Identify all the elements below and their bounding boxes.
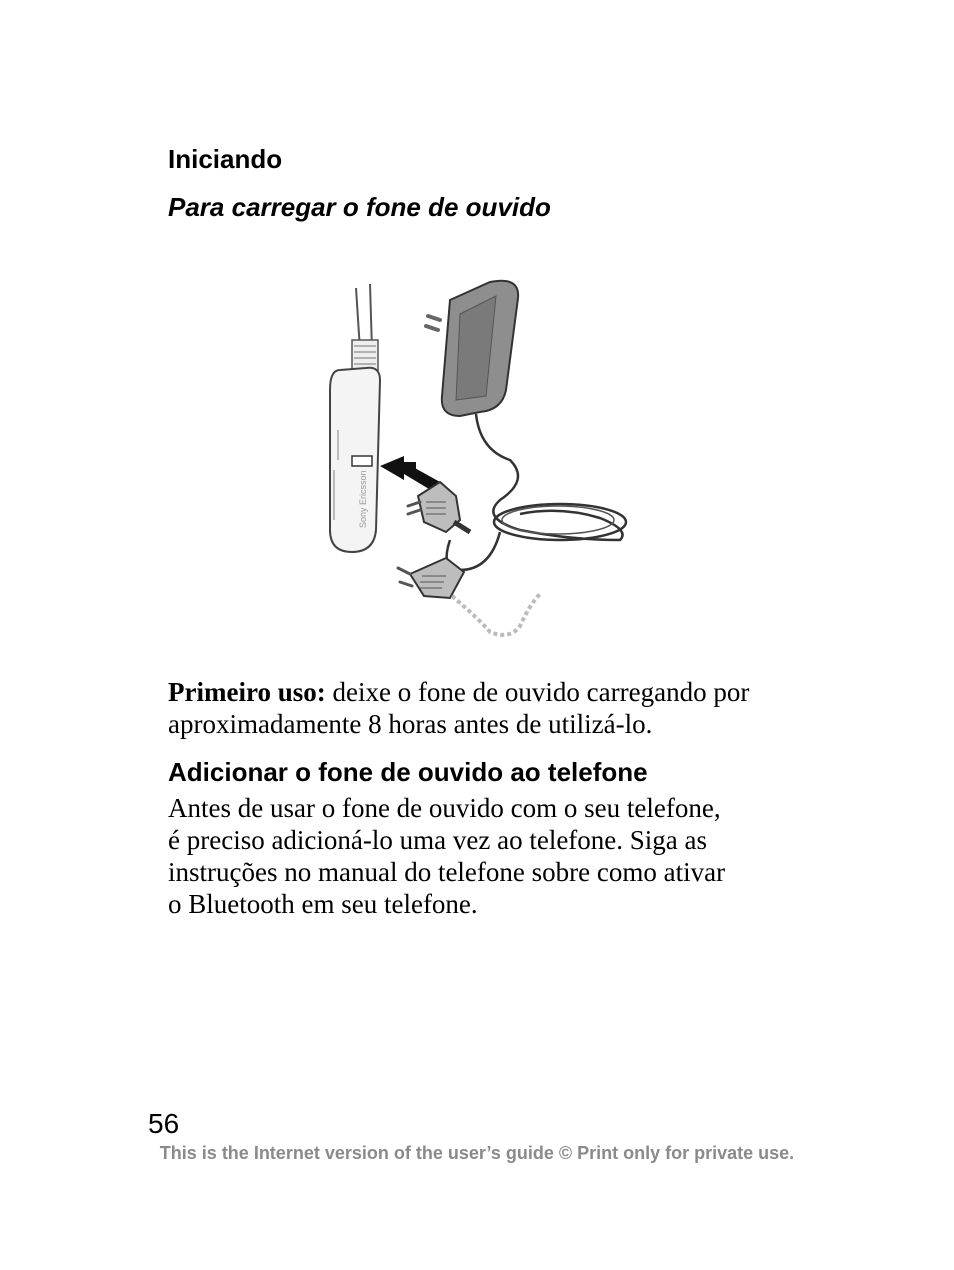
section-title: Iniciando: [168, 144, 283, 174]
add-line: é preciso adicioná-lo uma vez ao telefone. Siga as: [168, 825, 708, 855]
first-use-text: deixe o fone de ouvido carregando por aproximadamente 8 horas antes de utilizá-lo.: [168, 677, 750, 739]
add-line: instruções no manual do telefone sobre como ativar: [168, 857, 726, 887]
add-section-heading: Adicionar o fone de ouvido ao telefone: [168, 757, 648, 787]
brand-label: Sony Ericsson: [358, 470, 368, 528]
first-use-paragraph: [168, 676, 808, 740]
headset-icon: [330, 284, 380, 552]
footer-notice: This is the Internet version of the user’s guide © Print only for private use.: [159, 1143, 795, 1163]
first-use-label: Primeiro uso:: [168, 677, 326, 707]
page-number: 56: [148, 1108, 180, 1139]
subtitle: Para carregar o fone de ouvido: [168, 192, 551, 222]
connector-icon: [398, 482, 540, 635]
charger-icon: [426, 281, 626, 570]
add-line: Antes de usar o fone de ouvido com o seu telefone,: [168, 793, 721, 823]
add-line: o Bluetooth em seu telefone.: [168, 889, 478, 919]
add-section-paragraph: [168, 792, 808, 920]
charging-illustration: [300, 270, 640, 650]
